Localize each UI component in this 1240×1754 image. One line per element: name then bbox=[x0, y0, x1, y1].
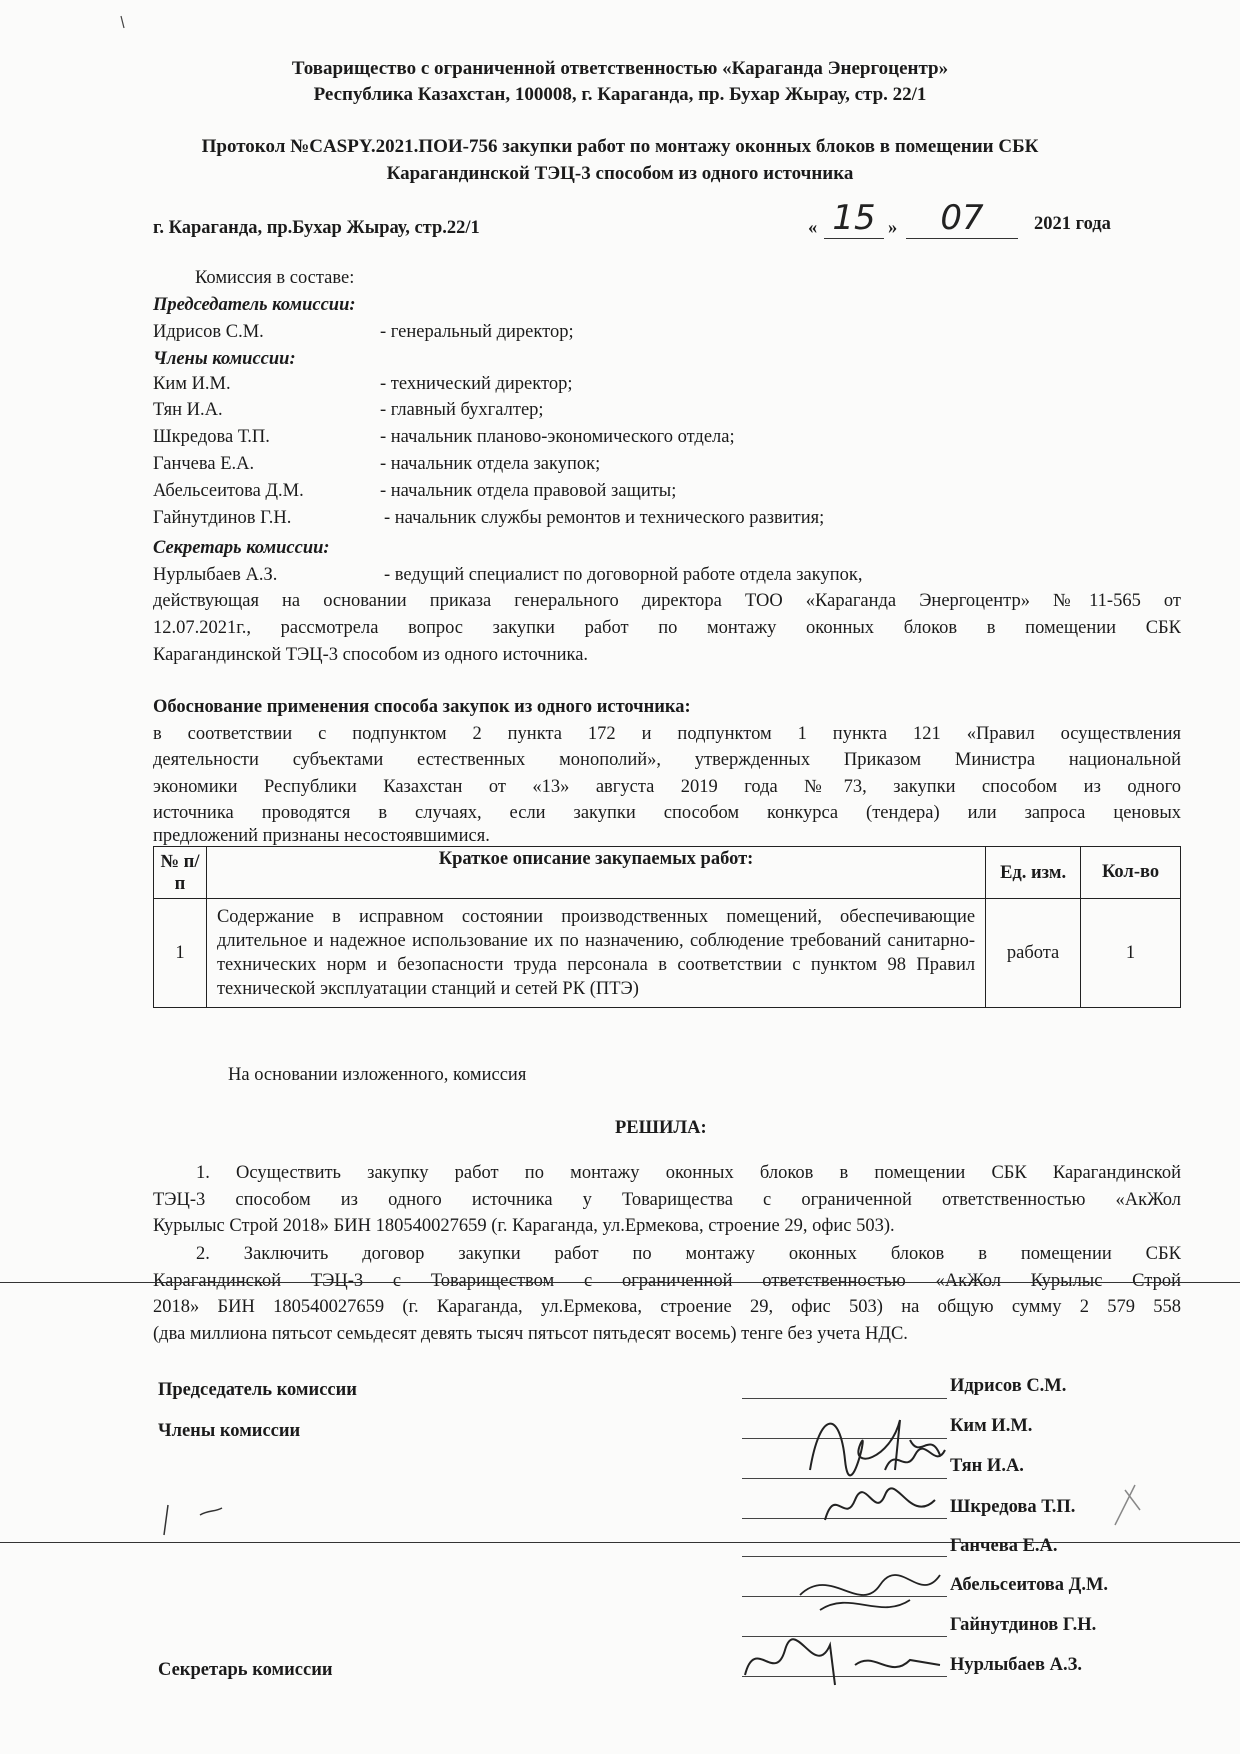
decision-item1-line: ТЭЦ-3 способом из одного источника у Товарищества с ограниченной ответственностью «АкЖол bbox=[153, 1190, 1181, 1210]
signature-scribble bbox=[1105, 1480, 1145, 1530]
signature-line bbox=[742, 1398, 947, 1399]
signatory-name: Ганчева Е.А. bbox=[950, 1536, 1058, 1556]
margin-mark bbox=[118, 14, 128, 30]
signatory-name: Ким И.М. bbox=[950, 1416, 1033, 1436]
protocol-title-line2: Карагандинской ТЭЦ-3 способом из одного источника bbox=[386, 163, 854, 184]
signature-scribble bbox=[735, 1630, 945, 1690]
member-name: Абельсеитова Д.М. bbox=[153, 481, 304, 501]
acting-text-line: действующая на основании приказа генерального директора ТОО «Караганда Энергоцентр» №11-565 от bbox=[153, 591, 1181, 611]
row-unit: работа bbox=[986, 899, 1081, 1008]
date-month: 07 bbox=[906, 198, 1018, 239]
member-name: Ким И.М. bbox=[153, 374, 231, 394]
member-role: - начальник отдела закупок; bbox=[380, 454, 601, 474]
commission-intro: Комиссия в составе: bbox=[195, 268, 355, 288]
secretary-name: Нурлыбаев А.З. bbox=[153, 565, 278, 585]
acting-text-line: Карагандинской ТЭЦ-3 способом из одного источника. bbox=[153, 645, 589, 665]
header-unit: Ед. изм. bbox=[986, 847, 1081, 899]
signatory-name: Абельсеитова Д.М. bbox=[950, 1575, 1109, 1595]
header-num: № п/п bbox=[154, 847, 207, 899]
decision-basis: На основании изложенного, комиссия bbox=[228, 1065, 527, 1085]
member-name: Шкредова Т.П. bbox=[153, 427, 270, 447]
signatory-name: Гайнутдинов Г.Н. bbox=[950, 1615, 1097, 1635]
secretary-sign-label: Секретарь комиссии bbox=[158, 1660, 333, 1680]
date-day: 15 bbox=[824, 198, 884, 239]
acting-text-line: 12.07.2021г., рассмотрела вопрос закупки работ по монтажу оконных блоков в помещении СБК bbox=[153, 618, 1181, 638]
member-role: - начальник отдела правовой защиты; bbox=[380, 481, 677, 501]
place: г. Караганда, пр.Бухар Жырау, стр.22/1 bbox=[153, 218, 480, 238]
date-open-quote: « bbox=[808, 218, 818, 238]
member-role: - технический директор; bbox=[380, 374, 573, 394]
signatory-name: Шкредова Т.П. bbox=[950, 1497, 1076, 1517]
justification-line: в соответствии с подпунктом 2 пункта 172 и подпунктом 1 пункта 121 «Правил осуществления bbox=[153, 724, 1181, 744]
table-header-row bbox=[154, 847, 1181, 899]
members-sign-label: Члены комиссии bbox=[158, 1421, 301, 1441]
signatory-name: Идрисов С.М. bbox=[950, 1376, 1067, 1396]
decision-item2-line: Карагандинской ТЭЦ-3 с Товариществом с ограниченной ответственностью «АкЖол Курылыс Строй bbox=[153, 1271, 1181, 1291]
decision-item2-line: 2. Заключить договор закупки работ по монтажу оконных блоков в помещении СБК bbox=[196, 1244, 1181, 1264]
member-role: - главный бухгалтер; bbox=[380, 400, 544, 420]
member-name: Гайнутдинов Г.Н. bbox=[153, 508, 292, 528]
member-name: Тян И.А. bbox=[153, 400, 223, 420]
decision-item1-line: 1. Осуществить закупку работ по монтажу оконных блоков в помещении СБК Карагандинской bbox=[196, 1163, 1181, 1183]
justification-line: деятельности субъектами естественных монополий», утвержденных Приказом Министра национальной bbox=[153, 750, 1181, 770]
protocol-title-line1: Протокол №CASPY.2021.ПОИ-756 закупки работ по монтажу оконных блоков в помещении СБК bbox=[201, 136, 1039, 157]
header-desc: Краткое описание закупаемых работ: bbox=[206, 847, 985, 899]
header-qty: Кол-во bbox=[1081, 847, 1181, 899]
chairman-sign-label: Председатель комиссии bbox=[158, 1380, 357, 1400]
justification-line: предложений признаны несостоявшимися. bbox=[153, 826, 490, 846]
secretary-heading: Секретарь комиссии: bbox=[153, 538, 330, 558]
member-role: - начальник планово-экономического отдела; bbox=[380, 427, 735, 447]
signature-scribble bbox=[880, 1440, 950, 1480]
date-year: 2021 года bbox=[1034, 214, 1111, 234]
row-desc: Содержание в исправном состоянии производственных помещений, обеспечивающие длительное и надежное использование их по назначению, соблюдение требований санитарно-технических норм и безопасности труда персонала в соответствии с пунктом 98 Правил технической эксплуатации станций и сетей РК (ПТЭ) bbox=[206, 899, 985, 1008]
chairman-heading: Председатель комиссии: bbox=[153, 295, 356, 315]
date-close-quote: » bbox=[888, 218, 898, 238]
member-role: - начальник службы ремонтов и технического развития; bbox=[384, 508, 825, 528]
decision-heading: РЕШИЛА: bbox=[615, 1118, 707, 1138]
org-address: Республика Казахстан, 100008, г. Караганда, пр. Бухар Жырау, стр. 22/1 bbox=[313, 84, 927, 105]
row-qty: 1 bbox=[1081, 899, 1181, 1008]
decision-item2-line: (два миллиона пятьсот семьдесят девять тысяч пятьсот пятьдесят восемь) тенге без учета НДС. bbox=[153, 1324, 908, 1344]
justification-line: экономики Республики Казахстан от «13» августа 2019 года №73, закупки способом из одного bbox=[153, 777, 1181, 797]
signatory-name: Нурлыбаев А.З. bbox=[950, 1655, 1082, 1675]
secretary-role: - ведущий специалист по договорной работе отдела закупок, bbox=[384, 565, 863, 585]
justification-heading: Обоснование применения способа закупок из одного источника: bbox=[153, 697, 691, 717]
scan-artifact-line bbox=[0, 1282, 1240, 1283]
chairman-role: - генеральный директор; bbox=[380, 322, 574, 342]
justification-line: источника проводятся в случаях, если закупки способом конкурса (тендера) или запроса ценовых bbox=[153, 803, 1181, 823]
member-name: Ганчева Е.А. bbox=[153, 454, 255, 474]
decision-item2-line: 2018» БИН 180540027659 (г. Караганда, ул.Ермекова, строение 29, офис 503) на общую сумму 2 579 558 bbox=[153, 1297, 1181, 1317]
org-name: Товарищество с ограниченной ответственностью «Караганда Энергоцентр» bbox=[291, 58, 949, 79]
table-row bbox=[154, 899, 1181, 1008]
members-heading: Члены комиссии: bbox=[153, 349, 296, 369]
chairman-name: Идрисов С.М. bbox=[153, 322, 264, 342]
signatory-name: Тян И.А. bbox=[950, 1456, 1024, 1476]
signature-scribble bbox=[790, 1555, 950, 1625]
works-table bbox=[153, 846, 1181, 1008]
row-num: 1 bbox=[154, 899, 207, 1008]
margin-mark bbox=[160, 1500, 230, 1540]
signature-scribble bbox=[820, 1480, 940, 1530]
decision-item1-line: Курылыс Строй 2018» БИН 180540027659 (г. Караганда, ул.Ермекова, строение 29, офис 503). bbox=[153, 1216, 895, 1236]
